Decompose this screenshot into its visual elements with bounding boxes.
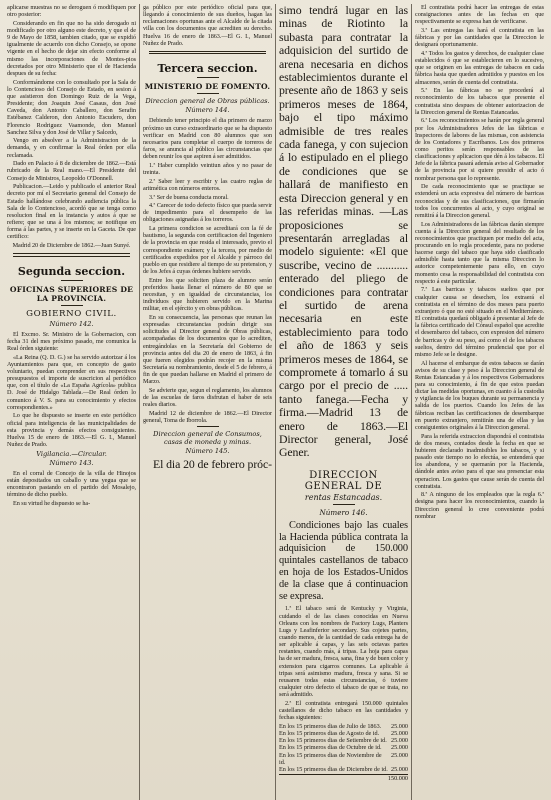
schedule-quantity: 25.000 [390, 730, 408, 738]
paragraph: 1.ª El tabaco será de Kentucky y Virginia, cuidando el de las clases conocidas en Nueva Orleans con los nombres de Factory Lugs, Planters Lugs y Leafinferior secondary. Sus cojetes partes, cuando menos, de la cantidad de cada entrega ha de ser aplicable á capas, y las seis octavas partes restantes, cuando más, á tripas. La hoja para capas ha de ser madura, fresca, sana, fina y de buen color y extension para cigarros comunes. La aplicable á tripas será asimismo madura, fresca y sana. Si se reusaren todas estas circunstancias, ó tuviere cualquier otro defecto el tabaco de que se trata, no será admitido. [279, 605, 408, 699]
subheading: Vigilancia.—Circular. [36, 449, 107, 458]
paragraph: 7.ª Las barricas y tabacos sueltos que por cualquier causa se desechen, los extraerá el contratista en el término de dos meses para puerto extranjero ó que no esté situado en el Mediterráneo. El contratista quedará obligado á presentar al Jefe de la fábrica certificado del Cónsul español que acredite el desembarco del tabaco, con expresion del número de barricas y de su peso, así como el de los tabacos sueltos, dentro del término prudencial que por el mismo Jefe se le designe. [415, 286, 544, 358]
paragraph: El contratista podrá hacer las entregas de estas consignaciones antes de las fechas en que respectivamente se expresa han de verificarse. [415, 4, 544, 26]
schedule-quantity: 25.000 [390, 751, 408, 759]
section-divider [149, 51, 266, 55]
schedule-period: En los 15 primeros dias de Agosto de id. [279, 730, 380, 738]
schedule-period: En los 15 primeros dias de Octubre de id. [279, 744, 382, 752]
paragraph: Entre los que soliciten plaza de alumno serán preferidos hasta llenar el número de 80 que se necesitan, y en igualdad de circunstancias, los individuos que hubieren servido en la Marina militar, en el ejército y en obras públicas. [143, 276, 272, 313]
column-rule [275, 4, 276, 800]
paragraph: Debiendo tener principio el dia primero de marzo próximo un curso extraordinario que se ha dispuesto verificar en Madrid con 80 alumnos que son necesarios para completar el cuerpo de torreros de faros, se anuncia al público las circunstancias que deben reunir los que aspiren á ser admitidos. [143, 117, 272, 161]
column-1 [4, 4, 139, 800]
schedule-total [279, 774, 408, 782]
paragraph: ga público por este periódico oficial para que, llegando á conocimiento de sus dueños, hagan las reclamaciones oportunas ante el Alcalde de la citada villa con los documentos que acrediten su derecho. Huelva 16 de enero de 1863.—El G. I., Manuel Nuñez de Prado. [143, 4, 272, 47]
schedule-quantity: 25.000 [390, 722, 408, 730]
paragraph: El Excmo. Sr. Ministro de la Gobernacion, con fecha 31 del mes próximo pasado, me comunica la Real órden siguiente: [7, 330, 136, 352]
schedule-period: En los 15 primeros dias de Julio de 1863. [279, 722, 382, 730]
subheading: Direccion general de Obras públicas. [145, 97, 270, 106]
paragraph: 2.ª Saber leer y escribir y las cuatro reglas de aritmética con números enteros. [143, 177, 272, 192]
date-line: Madrid 20 de Diciembre de 1862.—Juan Sunyé. [12, 242, 131, 249]
large-paragraph: El dia 20 de febrero próc- [153, 457, 272, 472]
paragraph: 1.ª Haber cumplido veintiun años y no pasar de treinta. [143, 161, 272, 177]
government-heading: GOBIERNO CIVIL. [26, 308, 117, 319]
paragraph: «La Reina (Q. D. G.) se ha servido autorizar á los Ayuntamientos para que, en concepto de gasto voluntario, puedan comprender en sus respectivos presupuestos el importe de suscricion al periódico que, con el título de «La España Agrícola» publica D. José de Hidalgo Tablada.—De Real órden lo comunico á V. S. para su conocimiento y efectos correspondientes.» [7, 353, 136, 411]
paragraph: En su consecuencia, las personas que reunan las expresadas circunstancias podrán dirigir sus solicitudes al Director general de Obras públicas, acompañadas de los documentos que lo acrediten, entregándolas en la Secretaría del Gobierno de provincia antes del dia 20 de enero de 1863, á fin que fueren elegidos podrán recojer en la misma Secretaría su nombramiento, desde el 5 de febrero, á fin de que puedan hallarse en Madrid el primero de Marzo. [143, 314, 272, 386]
section-heading: DIRECCION GENERAL DE [304, 469, 383, 492]
paragraph: Los Administradores de las fábricas darán siempre cuenta á la Direccion general del resultado de los reconocimientos que practiquen por medio del acta, procurando en lo regla procedente, para no poderse hacerse cargo del tabaco que haya sido clasificado admisible hasta tanto que la misma Direccion lo autorice competentemente para ello, en cuyo momento cesa la responsabilidad del contratista con respecto á este particular. [415, 220, 544, 285]
divider [197, 426, 219, 427]
schedule-row [279, 744, 408, 751]
schedule-row [279, 723, 408, 730]
paragraph: En su virtud he dispuesto se ha- [13, 499, 91, 507]
divider [61, 305, 83, 306]
paragraph: Al hacerse el embarque de estos tabacos se darán avisos de su clase y peso á la Direccion general de Rentas Estancadas y á los respectivos Gobernadores para su conocimiento, á fin de que estos puedan dictar las medidas oportunas, en cuanto á la custodia y vigilancia de los buques durante su permanencia y salida de los puertos. Cuando los Jefes de las fábricas reciban las certificaciones de desembarque en puerto extranjero, remitirán una de ellas y las consiguientes originales á la Direccion general. [415, 359, 544, 431]
section-heading: Segunda seccion. [17, 264, 126, 278]
paragraph: 4.ª Carecer de todo defecto físico que pueda servir de impedimento para el desempeño de las obligaciones asignadas á los torreros. [143, 202, 272, 224]
paragraph: Publicacion.—Leido y publicado el anterior Real decreto por mí el Secretario general del Consejo de Estado hallándose celebrando audiencia pública la Sala de lo Contencioso, acordó que se tenga como resolucion final en la instancia y autos á que se refiere; que se una á los mismos; se notifique en forma á las partes, y se inserte en la Gaceta. De que certifico: [7, 183, 136, 241]
large-paragraph: simo tendrá lugar en las minas de Riotinto la subasta para contratar la adquisicion del surtido de arena necesaria en dichos establecimientos durante el presente año de 1863 y seis primeros meses de 1864, bajo el tipo máximo admisible de tres reales cada fanega, y con sujecion á lo estipulado en el pliego de condiciones que se hallará de manifiesto en esta Direccion general y en las referidas minas. —Las proposiciones se presentarán arregladas al modelo siguiente: «El que suscribe, vecino de ........... enterado del pliego de condiciones para contratar el surtido de arena necesaria en este establecimiento para todo el año de 1863 y seis primeros meses de 1864, se compromete á tomarlo á su cargo por el precio de ..... tanto fanega.—Fecha y firma.—Madrid 13 de enero de 1863.—El Director general, José Gener. [279, 4, 408, 460]
divider [197, 77, 219, 78]
subheading: rentas Estancadas. [304, 492, 383, 502]
column-4 [412, 4, 547, 800]
paragraph: 3.ª Las entregas las hará el contratista en las fábricas y por las cantidades que la Direccion le designará oportunamente. [415, 26, 544, 49]
schedule-quantity: 25.000 [390, 737, 408, 745]
schedule-period: En los 15 primeros dias de Diciembre de id. [279, 765, 388, 773]
divider [197, 93, 219, 94]
divider [333, 504, 355, 505]
delivery-schedule [279, 723, 408, 782]
notice-number: Número 146. [319, 507, 368, 517]
paragraph: Vengo en absolver a la Administracion de la demanda, y en confirmar la Real órden por ella reclamada. [7, 137, 136, 159]
schedule-quantity: 25.000 [390, 765, 408, 773]
schedule-quantity: 25.000 [390, 744, 408, 752]
schedule-row [279, 766, 408, 773]
paragraph: Dado en Palacio á 8 de diciembre de 1862.—Está rubricado de la Real mano.—El Presidente del Consejo de Ministros, Leopoldo O'Donnell. [7, 160, 136, 182]
office-heading: OFICINAS SUPERIORES DE LA PROVINCIA. [9, 284, 134, 303]
paragraph: 2.ª El contratista entregará 150.000 quintales castellanos de dicho tabaco en las cantidades y fechas siguientes: [279, 699, 408, 722]
notice-number: Número 145. [185, 447, 230, 456]
paragraph: En el corral de Concejo de la villa de Hinojos están depositados un caballo y una yegua que se encontraron pastando en el partido del Mosalejo, término de dicho pueblo. [7, 469, 136, 499]
paragraph: Lo que he dispuesto se inserte en este periódico oficial para inteligencia de las municipalidades de esta provincia y demás efectos consiguientes. Huelva 15 de enero de 1863.—El G. I., Manuel Nuñez de Prado. [7, 412, 136, 448]
divider [61, 280, 83, 281]
schedule-row [279, 752, 408, 766]
schedule-period: En los 15 primeros dias de Noviembre de id. [279, 751, 382, 766]
paragraph: Se advierte que, segun el reglamento, los alumnos de las escuelas de faros disfrutan el haber de seis reales diarios. [143, 387, 272, 409]
column-rule [411, 4, 412, 800]
column-2 [140, 4, 275, 800]
paragraph: 5.ª En las fábricas no se procederá al reconocimiento de los tabacos que presente el contratista sino despues de obtener autorizacion de la Direccion general de Rentas Estancadas. [415, 87, 544, 116]
column-rule [139, 4, 140, 800]
paragraph: 6.ª Los reconocimientos se harán por regla general por los Administradores Jefes de las fábricas e Inspectores de labores de las mismas, con asistencia de los Contadores y Escribanos. Los dos primeros como peritos serán responsables de las clasificaciones y aplicacion que dén á los tabacos. El Jefe de la fábrica pasará además aviso al Gobernador de la provincia por si quiere presidir el acto ó nombrar persona que lo represente. [415, 117, 544, 182]
schedule-period: En los 15 primeros dias de Setiembre de id. [279, 737, 387, 745]
paragraph: 8.ª A ninguno de los empleados que la regla 6.ª designa para hacer los reconocimientos, cuando la Direccion general lo cree conveniente podrá nombrar [415, 491, 544, 520]
paragraph: Conformándome con lo consultado por la Sala de lo Contencioso del Consejo de Estado, en sesion á que asistieron don Domingo Ruiz de la Vega, Presidente; don Joaquin José Casaus, don José Caveda, don Antonio Caballero, don Serafin Estébanez Calderon, don Antonio Escudero, don Florencio Rodriguez Vaamonde, don Manuel Sanchez Silva y don José de Villar y Salcedo, [7, 78, 136, 136]
schedule-row [279, 730, 408, 737]
notice-number: Número 142. [49, 319, 94, 328]
notice-number: Número 143. [49, 458, 94, 467]
notice-number: Número 144. [185, 106, 230, 115]
paragraph: Para la referida extraccion dispondrá el contratista de dos meses, contados desde la fecha en que se hubieren declarado inadmisibles los tabacos, y si pasado este tiempo no lo efectúa, se entenderá que los abandona, y se quemarán por la Hacienda, dándole antes aviso para el que sea presenciar esta operacion. Los gastos que cause serán de cuenta del contratista. [415, 432, 544, 490]
paragraph: aplicarse muestras no se deroguen ó modifiquen por otro posterior: [7, 4, 136, 19]
column-3 [276, 4, 411, 800]
schedule-total-value: 150.000 [387, 774, 408, 782]
paragraph: 3.ª Ser de buena conducta moral. [149, 193, 229, 201]
subheading: Direccion general de Consumos, casas de moneda y minas. [153, 430, 262, 447]
paragraph: 4.ª Todos los gastos y derechos, de cualquier clase establecidos ó que se establecieren en lo sucesivo, que se originen en las entregas de tabacos en cada fábrica hasta que queden admitidos y puestos en los almacenes, serán de cuenta del contratista. [415, 49, 544, 86]
paragraph: La primera condicion se acreditará con la fé de bautismo, la segunda con certificacion del Ingeniero de la provincia en que resida el interesado, previo el correspondiente exámen; y la tercera, por medio de certificados expedidos por el Alcalde y párroco del pueblo en que residiere al tiempo de su pretension, y de los Jefes á cuyas órdenes hubiere servido. [143, 225, 272, 276]
paragraph: De cada reconocimiento que se practique se extenderá un acta expresiva del número de barricas reconocidas y de sus clasificaciones, que firmarán todos los concurrentes al acto, y cuyo original se remitirá á la Direccion general. [415, 183, 544, 219]
section-heading: Tercera seccion. [157, 62, 258, 76]
schedule-row [279, 737, 408, 744]
intro-paragraph: Condiciones bajo las cuales la Hacienda pública contrata la adquisicion de 150.000 quintales castellanos de tabaco en hoja de los Estados-Unidos de la clase que á continuacion se expresa. [279, 519, 408, 602]
paragraph: Madrid 12 de diciembre de 1862.—El Director general, Toma de Iborrola. [143, 410, 272, 425]
paragraph: Considerando en fin que no ha sido derogado ni modificado por otro alguno este decreto, y que el de 9 de Mayo de 1858, tambien citado, que se expidió igualmente de acuerdo con dicho Consejo, se opone vigente en el hecho de dejar sin efecto conforme al mismo las incorporaciones de Montes-pios decretados por otro Ministerio que el de Hacienda despues de su fecha: [7, 19, 136, 77]
section-divider [13, 253, 130, 257]
ministry-heading: MINISTERIO DE FOMENTO. [144, 82, 271, 92]
